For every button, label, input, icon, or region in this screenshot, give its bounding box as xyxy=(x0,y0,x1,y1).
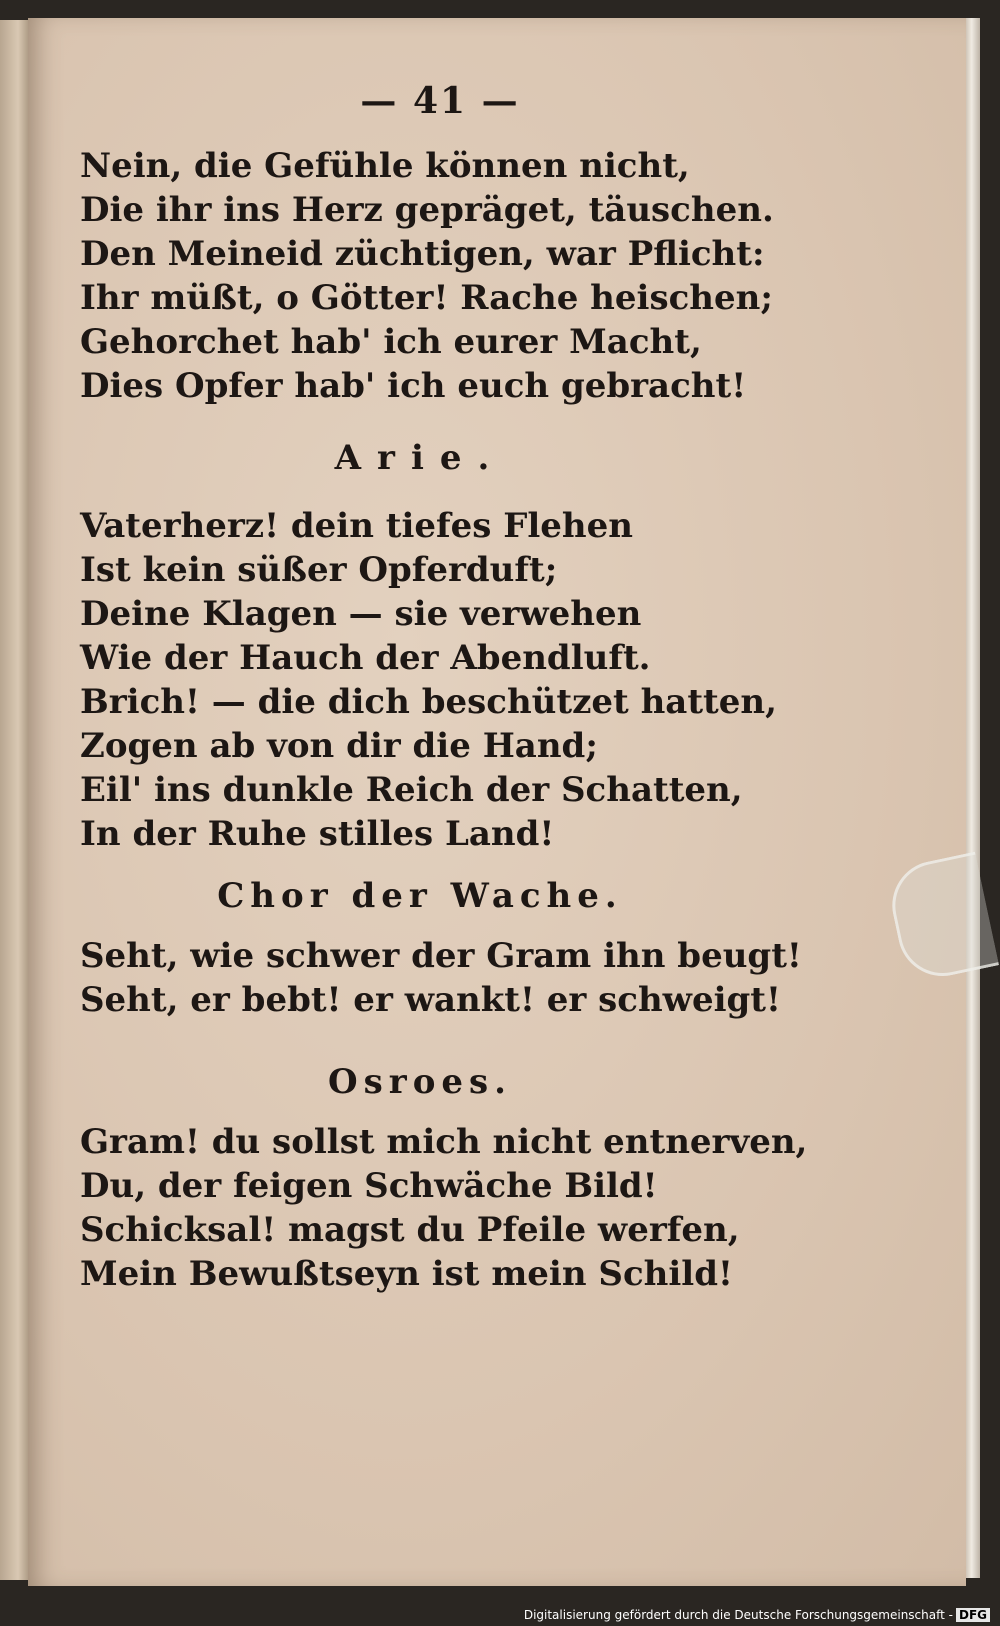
verse-line: Nein, die Gefühle können nicht, xyxy=(80,146,690,186)
verse-line: Zogen ab von dir die Hand; xyxy=(80,726,598,766)
verse-line: Vaterherz! dein tiefes Flehen xyxy=(80,506,633,546)
verse-line: Den Meineid züchtigen, war Pflicht: xyxy=(80,234,765,274)
dfg-logo: DFG xyxy=(956,1608,990,1622)
verse-line: Gram! du sollst mich nicht entnerven, xyxy=(80,1122,808,1162)
verse-line: Ist kein süßer Opferduft; xyxy=(80,550,558,590)
page-edges xyxy=(966,18,980,1578)
verse-line: In der Ruhe stilles Land! xyxy=(80,814,555,854)
verse-line: Die ihr ins Herz gepräget, täuschen. xyxy=(80,190,774,230)
heading-arie: Arie. xyxy=(334,438,506,478)
stanza-3 xyxy=(80,934,802,1022)
verse-line: Brich! — die dich beschützet hatten, xyxy=(80,682,777,722)
footer-text: Digitalisierung gefördert durch die Deutsche Forschungsgemeinschaft - xyxy=(523,1608,953,1622)
heading-osroes: Osroes. xyxy=(328,1062,512,1102)
verse-line: Ihr müßt, o Götter! Rache heischen; xyxy=(80,278,773,318)
verse-line: Gehorchet hab' ich eurer Macht, xyxy=(80,322,702,362)
page-number: — 41 — xyxy=(360,80,520,122)
verse-line: Dies Opfer hab' ich euch gebracht! xyxy=(80,366,747,406)
verse-line: Deine Klagen — sie verwehen xyxy=(80,594,642,634)
verse-line: Mein Bewußtseyn ist mein Schild! xyxy=(80,1254,733,1294)
verse-line: Du, der feigen Schwäche Bild! xyxy=(80,1166,658,1206)
verse-line: Seht, wie schwer der Gram ihn beugt! xyxy=(80,936,802,976)
verse-line: Schicksal! magst du Pfeile werfen, xyxy=(80,1210,740,1250)
stanza-2 xyxy=(80,504,777,856)
page-content xyxy=(80,80,808,1296)
digitization-footer xyxy=(524,1608,990,1622)
stanza-1 xyxy=(80,144,774,408)
verse-line: Wie der Hauch der Abendluft. xyxy=(80,638,651,678)
left-page-edge xyxy=(0,20,30,1580)
verse-line: Seht, er bebt! er wankt! er schweigt! xyxy=(80,980,781,1020)
stanza-4 xyxy=(80,1120,808,1296)
heading-chor-der-wache: Chor der Wache. xyxy=(217,876,623,916)
verse-line: Eil' ins dunkle Reich der Schatten, xyxy=(80,770,743,810)
